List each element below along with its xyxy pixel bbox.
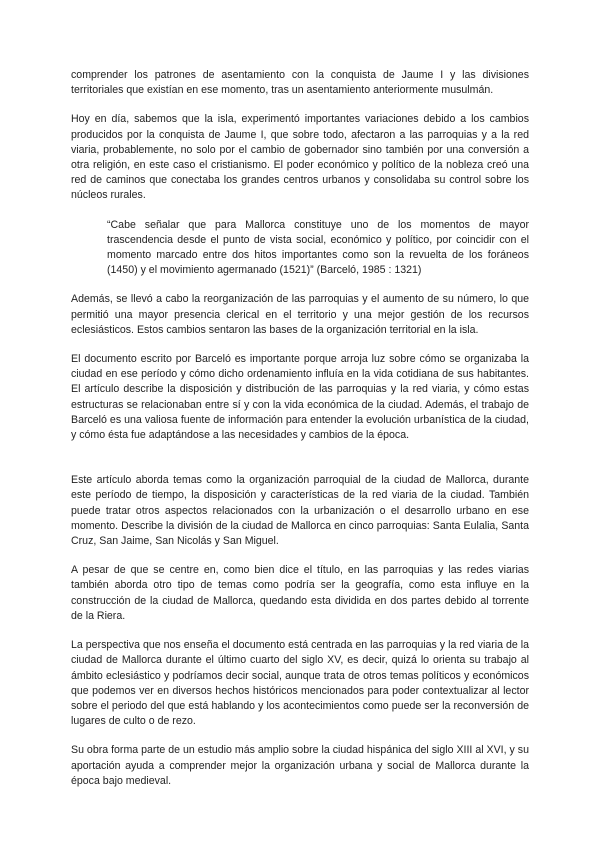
paragraph-3: Además, se llevó a cabo la reorganización de las parroquias y el aumento de su número, lo que permitió una mayor presencia clerical en el territorio y una mejor gestión de los recursos eclesiásticos. Estos cambios sentaron las bases de la organización territorial en la isla. — [71, 293, 529, 336]
paragraph-7: La perspectiva que nos enseña el documento está centrada en las parroquias y la red viaria de la ciudad de Mallorca durante el último cuarto del siglo XV, es decir, quizá lo orienta su trabajo al ámbito eclesiástico y podríamos decir social, aunque trata de otros temas políticos y económicos que podemos ver en diversos hechos históricos mencionados para poder contextualizar al lector sobre el periodo del que está hablando y los acontecimientos como puede ser la reconversión de lugares de culto o de rezo. — [71, 639, 529, 728]
paragraph-4: El documento escrito por Barceló es importante porque arroja luz sobre cómo se organizaba la ciudad en ese período y cómo dicho ordenamiento influía en la vida cotidiana de sus habitantes. El artículo describe la disposición y distribución de las parroquias y la red viaria, y cómo estas estructuras se relacionaban entre sí y con la vida económica de la ciudad. Además, el trabajo de Barceló es una valiosa fuente de información para entender la evolución urbanística de la ciudad, y cómo ésta fue adaptándose a las necesidades y cambios de la época. — [71, 353, 529, 442]
paragraph-2: Hoy en día, sabemos que la isla, experimentó importantes variaciones debido a los cambios producidos por la conquista de Jaume I, que sobre todo, afectaron a las parroquias y a la red viaria, probablemente, no solo por el cambio de gobernador sino también por una conversión a otra religión, en este caso el cristianismo. El poder económico y político de la nobleza creó una red de caminos que conectaba los grandes centros urbanos y consolidaba su control sobre los núcleos rurales. — [71, 113, 529, 202]
paragraph-8: Su obra forma parte de un estudio más amplio sobre la ciudad hispánica del siglo XIII al XVI, y su aportación ayuda a comprender mejor la organización urbana y social de Mallorca durante la época bajo medieval. — [71, 744, 529, 787]
paragraph-6: A pesar de que se centre en, como bien dice el título, en las parroquias y las redes viarias también aborda otro tipo de temas como podría ser la geografía, como esta influye en la construcción de la ciudad de Mallorca, quedando esta dividida en dos partes debido al torrente de la Riera. — [71, 564, 529, 622]
paragraph-5: Este artículo aborda temas como la organización parroquial de la ciudad de Mallorca, durante este período de tiempo, la disposición y características de la red viaria de la ciudad. También puede tratar otros aspectos relacionados con la urbanización o el desarrollo urbano en ese momento. Describe la división de la ciudad de Mallorca en cinco parroquias: Santa Eulalia, Santa Cruz, San Jaime, San Nicolás y San Miguel. — [71, 474, 529, 548]
paragraph-1: comprender los patrones de asentamiento con la conquista de Jaume I y las divisiones territoriales que existían en ese momento, tras un asentamiento anteriormente musulmán. — [71, 69, 529, 97]
block-quote: “Cabe señalar que para Mallorca constituye uno de los momentos de mayor trascendencia desde el punto de vista social, económico y político, por coincidir con el momento marcado entre dos hitos importantes como son la revuelta de los foráneos (1450) y el movimiento agermanado (1521)” (Barceló, 1985 : 1321) — [107, 218, 529, 277]
